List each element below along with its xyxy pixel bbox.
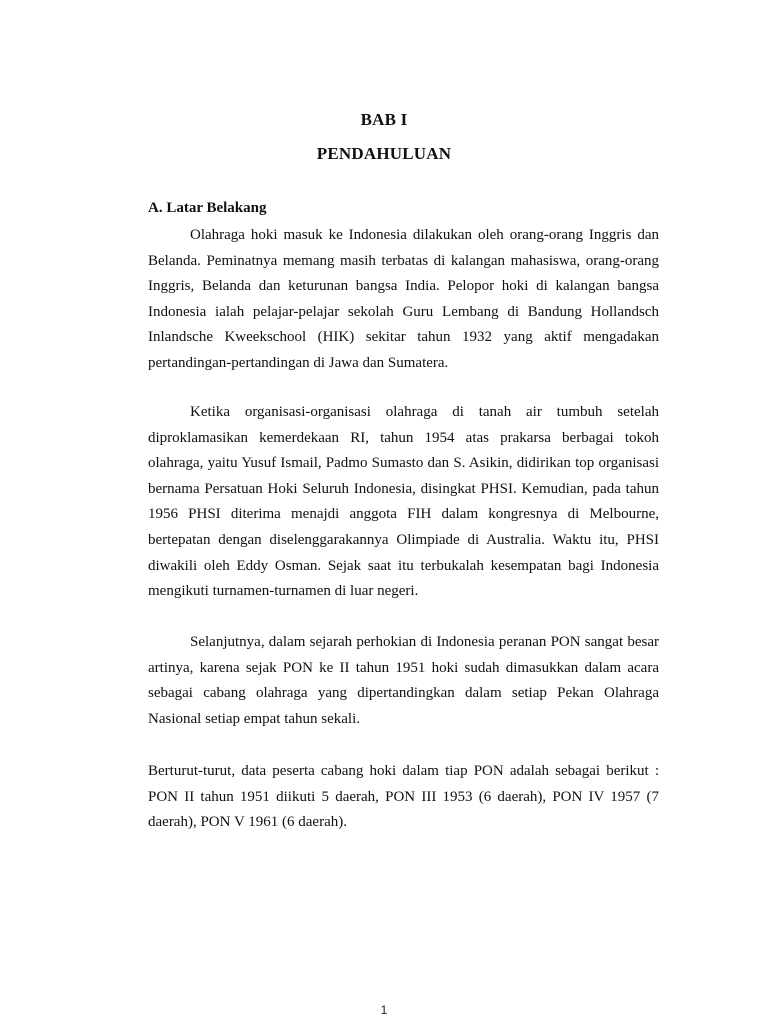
chapter-number: BAB I [360, 110, 408, 129]
chapter-title: PENDAHULUAN [316, 144, 452, 163]
paragraph-1: Olahraga hoki masuk ke Indonesia dilakukan oleh orang-orang Inggris dan Belanda. Peminatnya memang masih terbatas di kalangan mahasiswa, orang-orang Inggris, Belanda dan keturunan bangsa India. Pelopor hoki di kalangan bangsa Indonesia ialah pelajar-pelajar sekolah Guru Lembang di Bandung Hollandsch Inlandsche Kweekschool (HIK) sekitar tahun 1932 yang aktif mengadakan pertandingan-pertandingan di Jawa dan Sumatera. [148, 227, 659, 371]
paragraph-4: Berturut-turut, data peserta cabang hoki dalam tiap PON adalah sebagai berikut : PON II tahun 1951 diikuti 5 daerah, PON III 1953 (6 daerah), PON IV 1957 (7 daerah), PON V 1961 (6 daerah). [148, 763, 659, 831]
paragraph-3: Selanjutnya, dalam sejarah perhokian di Indonesia peranan PON sangat besar artinya, karena sejak PON ke II tahun 1951 hoki sudah dimasukkan dalam acara sebagai cabang olahraga yang dipertandingkan dalam setiap Pekan Olahraga Nasional setiap empat tahun sekali. [148, 634, 659, 727]
section-title: A. Latar Belakang [148, 200, 267, 216]
page-number: 1 [380, 1003, 388, 1017]
paragraph-2: Ketika organisasi-organisasi olahraga di tanah air tumbuh setelah diproklamasikan kemerdekaan RI, tahun 1954 atas prakarsa berbagai tokoh olahraga, yaitu Yusuf Ismail, Padmo Sumasto dan S. Asikin, didirikan top organisasi bernama Persatuan Hoki Seluruh Indonesia, disingkat PHSI. Kemudian, pada tahun 1956 PHSI diterima menajdi anggota FIH dalam kongresnya di Melbourne, bertepatan dengan diselenggarakannya Olimpiade di Australia. Waktu itu, PHSI diwakili oleh Eddy Osman. Sejak saat itu terbukalah kesempatan bagi Indonesia mengikuti turnamen-turnamen di luar negeri. [148, 404, 659, 600]
